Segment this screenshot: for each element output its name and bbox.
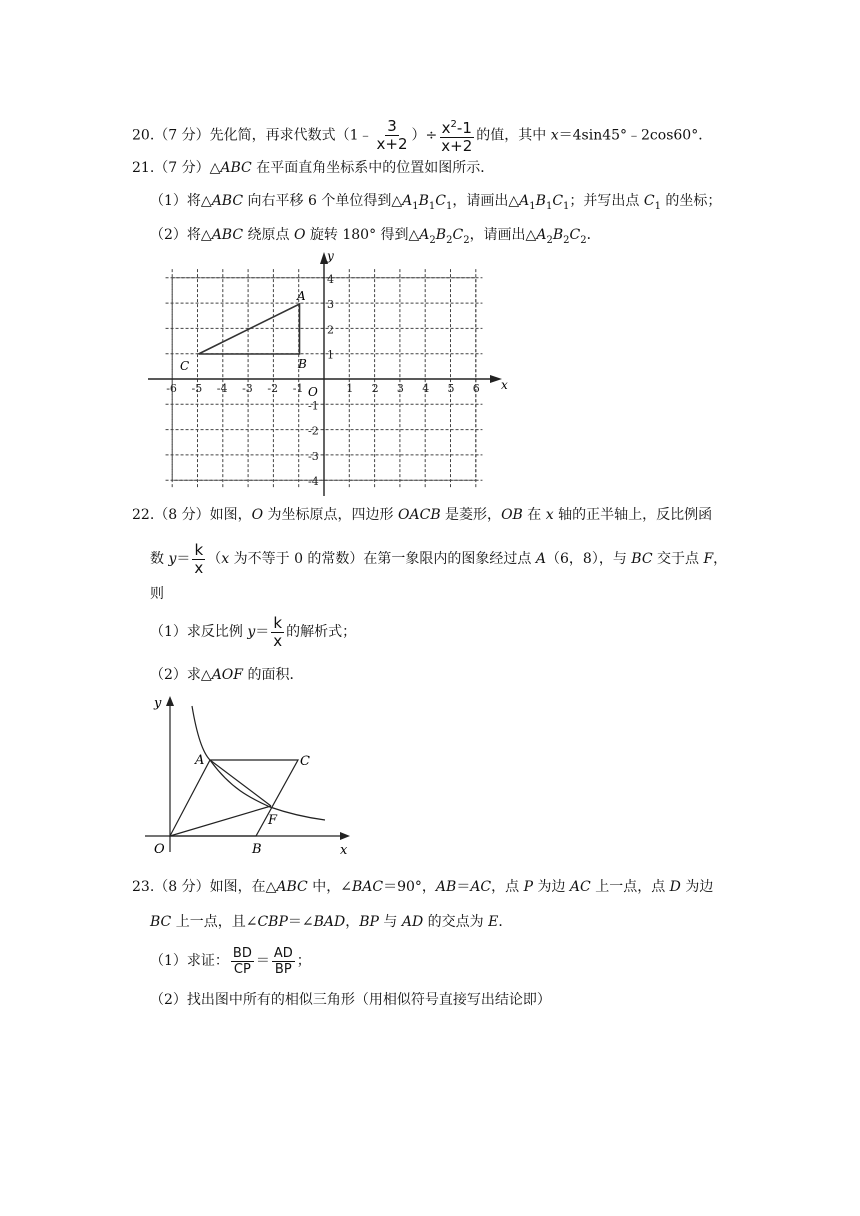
y-tick-label: -1 — [308, 399, 319, 413]
x-tick-label: 6 — [472, 382, 480, 395]
y-axis-label: y — [327, 250, 334, 263]
x-tick-label: -2 — [267, 382, 279, 395]
q22-part1: （1）求反比例 y＝ $\frac{k}{x}$ 的解析式； — [150, 613, 357, 650]
q20-fraction-1: $\frac{3}{x+2}$ — [376, 117, 408, 153]
x-tick-label: 2 — [371, 382, 379, 395]
q23-fraction-bd-cp: $\frac{BD}{CP}$ — [232, 945, 252, 977]
y-axis-arrow — [166, 696, 174, 706]
x-axis-label: x — [501, 378, 508, 392]
y-tick-label: 1 — [327, 348, 334, 362]
y-tick-label: 4 — [327, 272, 334, 286]
x-tick-label: 1 — [346, 382, 354, 395]
axes — [148, 252, 502, 496]
x-axis-label: x — [340, 843, 348, 858]
segment-of — [170, 806, 271, 836]
x-tick-label: -5 — [191, 382, 203, 395]
point-label-c: C — [180, 359, 190, 373]
q22-fraction-k-over-x: $\frac{k}{x}$ — [194, 540, 204, 577]
tick-labels — [166, 273, 480, 488]
y-tick-label: 3 — [327, 298, 334, 312]
x-tick-label: 4 — [422, 382, 430, 395]
y-tick-label: -3 — [308, 449, 319, 463]
q20-lead: 20.（7 分）先化简，再求代数式（1﹣ — [132, 127, 373, 144]
q20-line: 20.（7 分）先化简，再求代数式（1﹣ $\frac{3}{x+2}$ ）÷ $\frac{x^2-1}{x+2}$ 的值，其中 x＝4sin45°﹣2cos60°． — [132, 117, 713, 155]
q20-fraction-2: $\frac{x^2-1}{x+2}$ — [439, 116, 474, 155]
q23-fraction-ad-bp: $\frac{AD}{BP}$ — [273, 945, 293, 977]
q21-part1: （1）将△ABC 向右平移 6 个单位得到$\triangle A_1B_1C_1$，请画出$\triangle A_1B_1C_1$；并写出点 $C_1$ 的坐标； — [150, 193, 722, 212]
point-label-c: C — [300, 754, 310, 769]
x-tick-label: -1 — [292, 382, 304, 395]
y-tick-label: 2 — [327, 323, 334, 337]
q23-line2: BC 上一点，且∠CBP＝∠BAD，BP 与 AD 的交点为 E． — [150, 914, 513, 930]
x-tick-label: -4 — [216, 382, 228, 395]
x-axis-arrow — [340, 832, 350, 840]
triangle-abc — [199, 304, 300, 354]
segment-af — [210, 760, 271, 806]
point-label-f: F — [268, 813, 278, 828]
y-tick-label: -4 — [308, 475, 319, 489]
q22-line2: 数 y＝ $\frac{k}{x}$ （x 为不等于 0 的常数）在第一象限内的图象经过点 A（6，8），与 BC 交于点 F， — [150, 540, 728, 577]
q23-part1: （1）求证： $\frac{BD}{CP}$ ＝ $\frac{AD}{BP}$ ； — [150, 945, 311, 977]
q22-line1: 22.（8 分）如图，O 为坐标原点，四边形 OACB 是菱形，OB 在 x 轴的正半轴上，反比例函 — [132, 507, 713, 523]
rhombus-oacb — [170, 760, 298, 836]
origin-label: O — [308, 385, 318, 399]
point-label-a: A — [297, 289, 306, 303]
q23-part2: （2）找出图中所有的相似三角形（用相似符号直接写出结论即） — [150, 992, 551, 1008]
q23-line1: 23.（8 分）如图，在△ABC 中，∠BAC＝90°，AB＝AC，点 P 为边 AC 上一点，点 D 为边 — [132, 879, 714, 895]
point-label-a: A — [195, 753, 205, 768]
y-axis-label: y — [154, 696, 162, 711]
q22-part2: （2）求△AOF 的面积． — [150, 667, 304, 683]
x-tick-label: -6 — [166, 382, 177, 395]
point-label-b: B — [252, 842, 262, 857]
y-tick-label: -2 — [308, 424, 319, 438]
q22-rhombus-figure — [140, 690, 370, 860]
q22-part1-fraction: $\frac{k}{x}$ — [273, 613, 283, 650]
q21-coordinate-grid-figure — [140, 250, 520, 500]
x-tick-label: 5 — [447, 382, 455, 395]
x-tick-label: -3 — [242, 382, 253, 395]
point-label-o: O — [154, 842, 165, 857]
q21-title: 21.（7 分）△ABC 在平面直角坐标系中的位置如图所示． — [132, 160, 495, 176]
x-tick-label: 3 — [396, 382, 404, 395]
q22-line3: 则 — [150, 586, 164, 602]
q21-part2: （2）将△ABC 绕原点 O 旋转 180° 得到$\triangle A_2B_2C_2$，请画出$\triangle A_2B_2C_2$． — [150, 227, 601, 246]
point-label-b: B — [298, 357, 307, 371]
